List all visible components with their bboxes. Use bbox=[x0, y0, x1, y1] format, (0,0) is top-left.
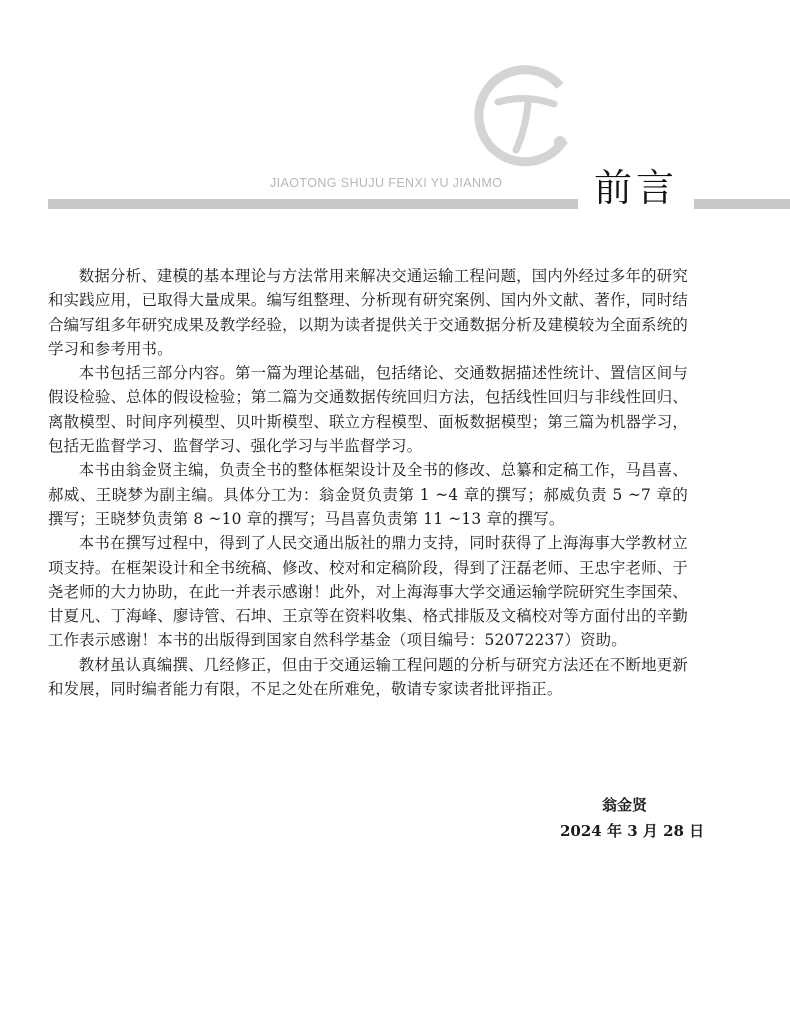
header-rule-left bbox=[48, 199, 578, 209]
signature-date: 2024 年 3 月 28 日 bbox=[560, 822, 705, 840]
author-name: 翁金贤 bbox=[602, 796, 648, 814]
preface-paragraph: 数据分析、建模的基本理论与方法常用来解决交通运输工程问题，国内外经过多年的研究和实践应用，已取得大量成果。编写组整理、分析现有研究案例、国内外文献、著作，同时结合编写组多年研究成果及教学经验，以期为读者提供关于交通数据分析及建模较为全面系统的学习和参考用书。 bbox=[48, 267, 688, 358]
preface-paragraph: 本书包括三部分内容。第一篇为理论基础，包括绪论、交通数据描述性统计、置信区间与假设检验、总体的假设检验；第二篇为交通数据传统回归方法，包括线性回归与非线性回归、离散模型、时间序列模型、贝叶斯模型、联立方程模型、面板数据模型；第三篇为机器学习，包括无监督学习、监督学习、强化学习与半监督学习。 bbox=[48, 364, 688, 456]
header-rule-right bbox=[694, 199, 790, 209]
publisher-logo-icon bbox=[468, 58, 578, 173]
preface-paragraph: 本书由翁金贤主编，负责全书的整体框架设计及全书的修改、总纂和定稿工作，马昌喜、郝威、王晓梦为副主编。具体分工为：翁金贤负责第 1 ~4 章的撰写；郝威负责 5 ~7 章的撰写；王晓梦负责第 8 ~10 章的撰写；马昌喜负责第 11 ~13 章的撰写。 bbox=[48, 461, 688, 528]
page-title: 前言 bbox=[594, 166, 679, 210]
preface-paragraph: 教材虽认真编撰、几经修正，但由于交通运输工程问题的分析与研究方法还在不断地更新和发展，同时编者能力有限，不足之处在所难免，敬请专家读者批评指正。 bbox=[48, 655, 688, 699]
preface-body bbox=[48, 264, 688, 701]
signature-block bbox=[560, 792, 705, 844]
preface-paragraph: 本书在撰写过程中，得到了人民交通出版社的鼎力支持，同时获得了上海海事大学教材立项支持。在框架设计和全书统稿、修改、校对和定稿阶段，得到了汪磊老师、王忠宇老师、于尧老师的大力协助，在此一并表示感谢！此外，对上海海事大学交通运输学院研究生李国荣、甘夏凡、丁海峰、廖诗管、石坤、王京等在资料收集、格式排版及文稿校对等方面付出的辛勤工作表示感谢！本书的出版得到国家自然科学基金（项目编号：52072237）资助。 bbox=[48, 534, 688, 650]
book-title-pinyin: JIAOTONG SHUJU FENXI YU JIANMO bbox=[270, 176, 503, 190]
